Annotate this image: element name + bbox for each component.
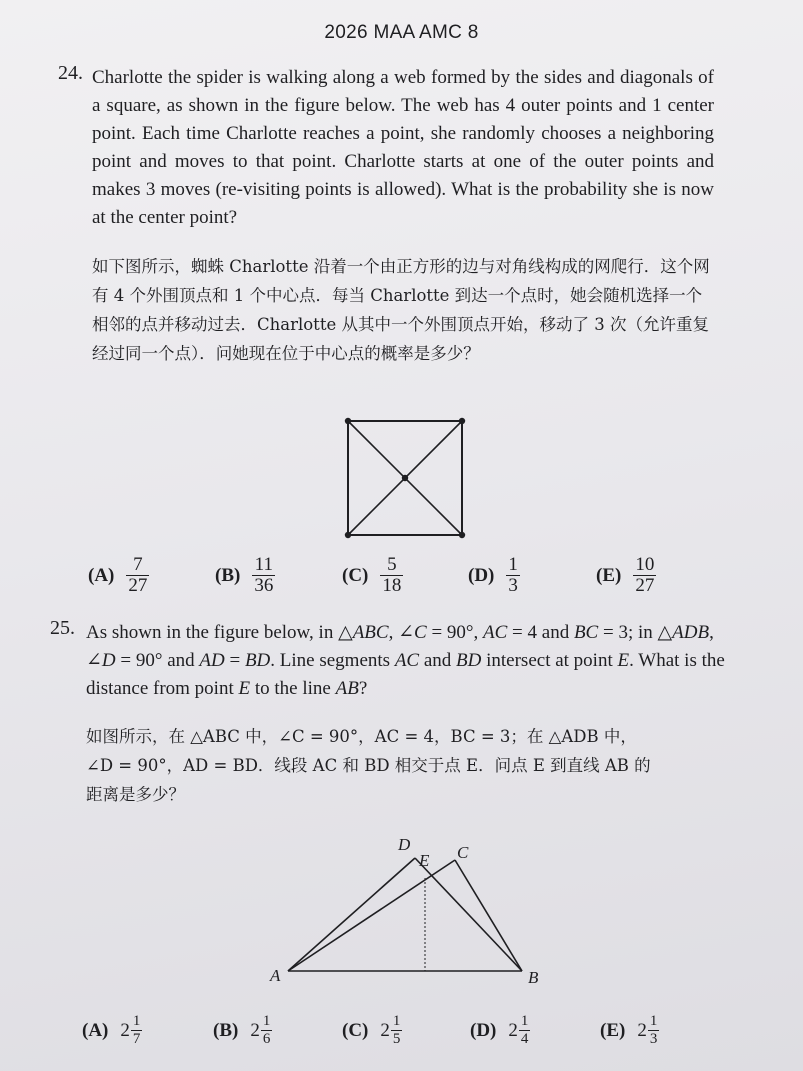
q25-choice-b: (B) 2 $\frac{1}{6}$ xyxy=(213,1013,271,1047)
label-b: B xyxy=(528,968,539,987)
fraction: $\frac{5}{18}$ xyxy=(382,554,402,596)
label-d: D xyxy=(398,835,411,854)
q24-choice-c: (C) $\frac{5}{18}$ xyxy=(342,554,402,596)
label-e: E xyxy=(419,851,430,870)
question-24-text-en: Charlotte the spider is walking along a web formed by the sides and diagonals of a square, as shown in the figure below. The web has 4 outer points and 1 center point. Each time Charlotte reaches a point, she randomly chooses a neighboring point and moves to that point. Charlotte starts at one of the outer points and makes 3 moves (re-visiting points is allowed). What is the probability she is now at the center point? xyxy=(92,67,714,228)
q24-choice-a: (A) $\frac{7}{27}$ xyxy=(88,554,148,596)
center-point xyxy=(402,475,408,481)
mixed-number: 2 $\frac{1}{7}$ xyxy=(120,1013,141,1047)
mixed-number: 2 $\frac{1}{3}$ xyxy=(637,1013,658,1047)
label-a: A xyxy=(270,966,281,985)
triangle-figure xyxy=(260,828,560,998)
q25-choice-d: (D) 2 $\frac{1}{4}$ xyxy=(470,1013,529,1047)
fraction: $\frac{11}{36}$ xyxy=(254,554,274,596)
q25-choice-c: (C) 2 $\frac{1}{5}$ xyxy=(342,1013,401,1047)
mixed-number: 2 $\frac{1}{6}$ xyxy=(250,1013,271,1047)
q24-choice-e: (E) $\frac{10}{27}$ xyxy=(596,554,655,596)
fraction: $\frac{7}{27}$ xyxy=(128,554,148,596)
vertex-bottom-left xyxy=(345,532,351,538)
square-web-figure xyxy=(335,408,475,548)
page-header: 2026 MAA AMC 8 xyxy=(324,22,479,43)
question-25-text-en: As shown in the figure below, in △ABC, ∠C = 90°, AC = 4 and BC = 3; in △ADB, ∠D = 90° and AD = BD. Line segments AC and BD intersect at point E. What is the distance from point E to the line AB? xyxy=(86,622,725,699)
fraction: $\frac{10}{27}$ xyxy=(635,554,655,596)
mixed-number: 2 $\frac{1}{4}$ xyxy=(508,1013,529,1047)
question-25-number: 25. xyxy=(50,617,75,639)
vertex-top-left xyxy=(345,418,351,424)
segment-cb xyxy=(455,860,522,971)
mixed-number: 2 $\frac{1}{5}$ xyxy=(380,1013,401,1047)
label-c: C xyxy=(457,843,469,862)
segment-ad xyxy=(288,858,415,971)
vertex-top-right xyxy=(459,418,465,424)
segment-db xyxy=(415,858,522,971)
fraction: $\frac{1}{3}$ xyxy=(508,554,518,596)
q24-choice-b: (B) $\frac{11}{36}$ xyxy=(215,554,274,596)
q24-choice-d: (D) $\frac{1}{3}$ xyxy=(468,554,518,596)
question-25-text-cn: 如图所示，在 △ABC 中，∠C = 90°，AC = 4，BC = 3；在 △ADB 中， ∠D = 90°，AD = BD．线段 AC 和 BD 相交于点 E．问点 E 到直线 AB 的 距离是多少？ xyxy=(86,727,651,804)
question-24-text-cn: 如下图所示，蜘蛛 Charlotte 沿着一个由正方形的边与对角线构成的网爬行．这个网有 4 个外围顶点和 1 个中心点．每当 Charlotte 到达一个点时，她会随机选择一个相邻的点并移动过去．Charlotte 从其中一个外围顶点开始，移动了 3 次（允许重复经过同一个点）．问她现在位于中心点的概率是多少？ xyxy=(92,257,710,363)
question-24-number: 24. xyxy=(58,62,83,84)
segment-ac xyxy=(288,860,455,971)
q25-choice-e: (E) 2 $\frac{1}{3}$ xyxy=(600,1013,658,1047)
q25-choice-a: (A) 2 $\frac{1}{7}$ xyxy=(82,1013,141,1047)
vertex-bottom-right xyxy=(459,532,465,538)
